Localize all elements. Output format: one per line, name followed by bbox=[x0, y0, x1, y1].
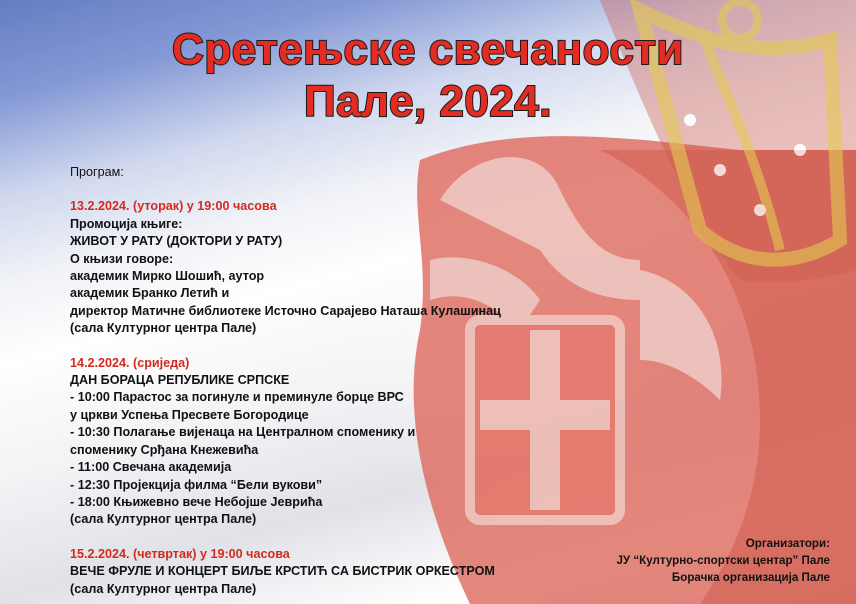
program-label: Програм: bbox=[70, 165, 124, 179]
day-date: 15.2.2024. (четвртак) у 19:00 часова bbox=[70, 546, 290, 561]
organizer-1: ЈУ “Културно-спортски центар” Пале bbox=[616, 554, 830, 567]
organizers-label: Организатори: bbox=[745, 537, 830, 550]
program-line: - 12:30 Пројекција филма “Бели вукови” bbox=[70, 477, 323, 492]
program-line: - 18:00 Књижевно вече Небојше Јеврића bbox=[70, 494, 323, 509]
program-line: (сала Културног центра Пале) bbox=[70, 321, 257, 336]
title-line-1: Сретењске свечаности bbox=[172, 25, 684, 74]
day-date: 13.2.2024. (уторак) у 19:00 часова bbox=[70, 199, 277, 214]
day-date: 14.2.2024. (сриједа) bbox=[70, 355, 190, 370]
program-line: ЖИВОТ У РАТУ (ДОКТОРИ У РАТУ) bbox=[70, 234, 283, 249]
poster-title bbox=[0, 24, 856, 128]
program-line: споменику Срђана Кнежевића bbox=[70, 442, 259, 457]
organizer-2: Борачка организација Пале bbox=[671, 571, 830, 584]
program-line: директор Матичне библиотеке Источно Сарајево Наташа Кулашинац bbox=[70, 303, 501, 318]
program-line: (сала Културног центра Пале) bbox=[70, 512, 257, 527]
program-line: - 10:00 Парастос за погинуле и преминуле борце ВРС bbox=[70, 390, 404, 405]
program-day-1 bbox=[70, 198, 670, 337]
program-list bbox=[70, 164, 670, 598]
title-line-2: Пале, 2024. bbox=[304, 77, 552, 126]
program-line: - 11:00 Свечана академија bbox=[70, 460, 232, 475]
program-line: О књизи говоре: bbox=[70, 251, 174, 266]
program-line: академик Мирко Шошић, аутор bbox=[70, 269, 265, 284]
program-line: академик Бранко Летић и bbox=[70, 286, 230, 301]
organizers-block bbox=[616, 535, 830, 586]
program-day-2 bbox=[70, 355, 670, 529]
program-line: (сала Културног центра Пале) bbox=[70, 581, 257, 596]
program-line: у цркви Успења Пресвете Богородице bbox=[70, 407, 309, 422]
program-line: Промоција књиге: bbox=[70, 216, 183, 231]
program-line: - 10:30 Полагање вијенаца на Централном споменику и bbox=[70, 425, 416, 440]
program-day-3 bbox=[70, 546, 670, 598]
program-line: ВЕЧЕ ФРУЛЕ И КОНЦЕРТ БИЉЕ КРСТИЋ СА БИСТРИК ОРКЕСТРОМ bbox=[70, 564, 495, 579]
program-line: ДАН БОРАЦА РЕПУБЛИКЕ СРПСКЕ bbox=[70, 373, 290, 388]
